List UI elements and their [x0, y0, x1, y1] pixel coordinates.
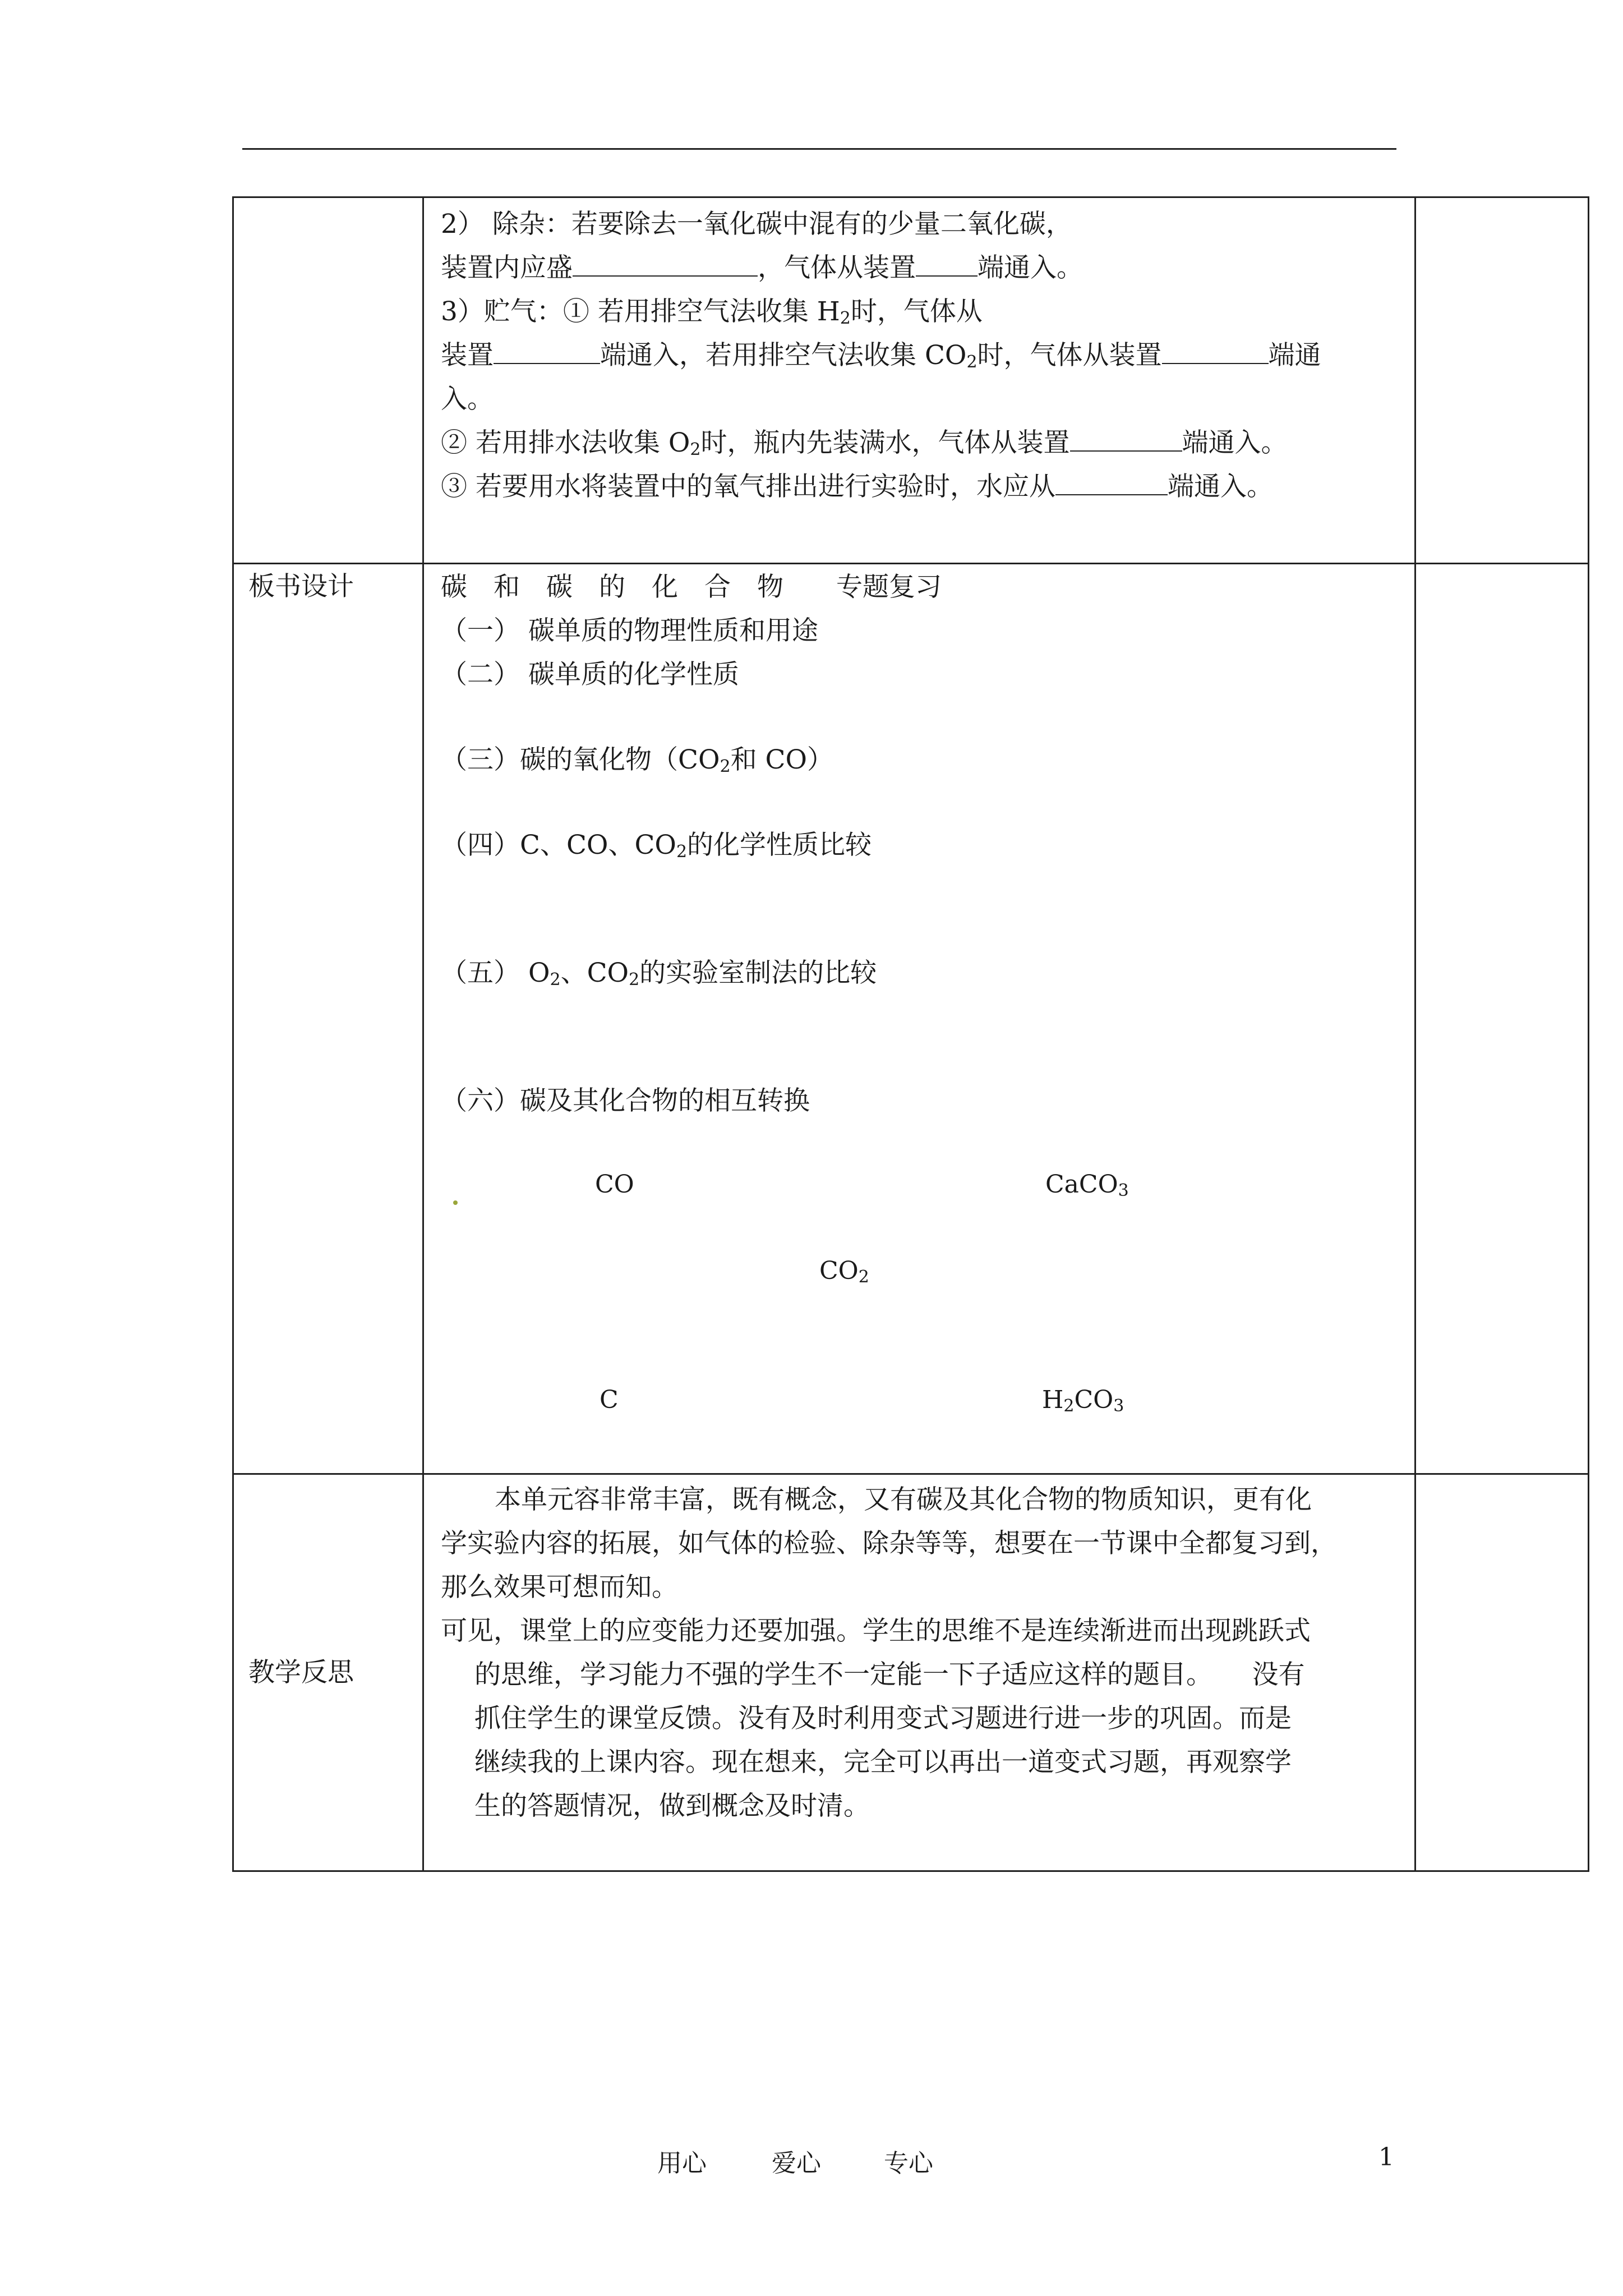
board-section-2: （二） 碳单质的化学性质 — [441, 659, 739, 690]
reflection-line: 继续我的上课内容。现在想来，完全可以再出一道变式习题，再观察学 — [474, 1747, 1292, 1778]
notes-cell — [1415, 564, 1589, 1474]
content-cell — [423, 564, 1415, 1474]
formula-h2co3: $H_2CO_3$ — [1042, 1386, 1124, 1416]
formula-caco3: CaCO$_3$ — [1045, 1170, 1129, 1200]
formula-co2: $CO_2$ — [819, 1257, 869, 1287]
notes-cell — [1415, 197, 1589, 564]
table-row — [233, 197, 1589, 564]
header-rule — [242, 148, 1396, 150]
board-section-3: （三）碳的氧化物（$CO_2$和 CO） — [441, 744, 834, 776]
row-label: 板书设计 — [248, 571, 354, 602]
footer-motto-3: 专心 — [884, 2149, 933, 2178]
answer-blank — [494, 341, 600, 364]
answer-blank — [916, 253, 978, 277]
answer-blank — [1055, 472, 1168, 495]
reflection-line: 生的答题情况，做到概念及时清。 — [474, 1791, 870, 1821]
row-label-cell — [233, 197, 423, 564]
board-section-1: （一） 碳单质的物理性质和用途 — [441, 615, 818, 646]
table-row — [233, 1474, 1589, 1871]
board-section-6: （六）碳及其化合物的相互转换 — [441, 1085, 810, 1116]
conversion-diagram — [441, 1123, 1414, 1437]
lesson-table — [232, 196, 1589, 1872]
reflection-line: 学实验内容的拓展，如气体的检验、除杂等等，想要在一节课中全都复习到， — [441, 1528, 1337, 1559]
row-label-cell — [233, 1474, 423, 1871]
footer-motto-2: 爱心 — [772, 2149, 821, 2178]
board-section-5: （五） $O_2$、$CO_2$的实验室制法的比较 — [441, 958, 877, 990]
marker-dot — [453, 1200, 458, 1205]
answer-blank — [573, 253, 758, 277]
content-cell — [423, 197, 1415, 564]
board-title: 碳 和 碳 的 化 合 物 专题复习 — [441, 572, 942, 602]
answer-blank — [1070, 428, 1182, 452]
reflection-line: 可见，课堂上的应变能力还要加强。学生的思维不是连续渐进而出现跳跃式 — [441, 1616, 1311, 1646]
formula-c: C — [600, 1386, 619, 1414]
row-label-cell — [233, 564, 423, 1474]
row-label: 教学反思 — [248, 1657, 354, 1688]
board-section-4: （四）C、CO、$CO_2$的化学性质比较 — [441, 830, 872, 862]
store-title: 3）贮气：① 若用排空气法收集 $H_2$时，气体从 — [441, 296, 983, 328]
reflection-line: 抓住学生的课堂反馈。没有及时利用变式习题进行进一步的巩固。而是 — [474, 1703, 1292, 1734]
formula-co: CO — [595, 1170, 634, 1199]
removal-line: 装置内应盛 ，气体从装置 端通入。 — [441, 252, 1083, 283]
reflection-line: 那么效果可想而知。 — [441, 1572, 678, 1603]
reflection-line: 的思维，学习能力不强的学生不一定能一下子适应这样的题目。 没有 — [474, 1659, 1305, 1690]
answer-blank — [1162, 341, 1269, 364]
expel-line: ③ 若要用水将装置中的氧气排出进行实验时，水应从 端通入。 — [441, 471, 1273, 502]
table-row — [233, 564, 1589, 1474]
store-line-3: 入。 — [441, 384, 494, 415]
page-number: 1 — [1378, 2143, 1394, 2171]
store-line-2: 装置 端通入，若用排空气法收集 $CO_2$时，气体从装置 端通 — [441, 340, 1321, 372]
removal-title: 2） 除杂：若要除去一氧化碳中混有的少量二氧化碳， — [441, 209, 1072, 240]
content-cell — [423, 1474, 1415, 1871]
reflection-line: 本单元容非常丰富，既有概念，又有碳及其化合物的物质知识，更有化 — [495, 1484, 1312, 1515]
footer-motto-1: 用心 — [657, 2149, 707, 2178]
water-line: ② 若用排水法收集 $O_2$时，瓶内先装满水，气体从装置 端通入。 — [441, 427, 1288, 459]
notes-cell — [1415, 1474, 1589, 1871]
